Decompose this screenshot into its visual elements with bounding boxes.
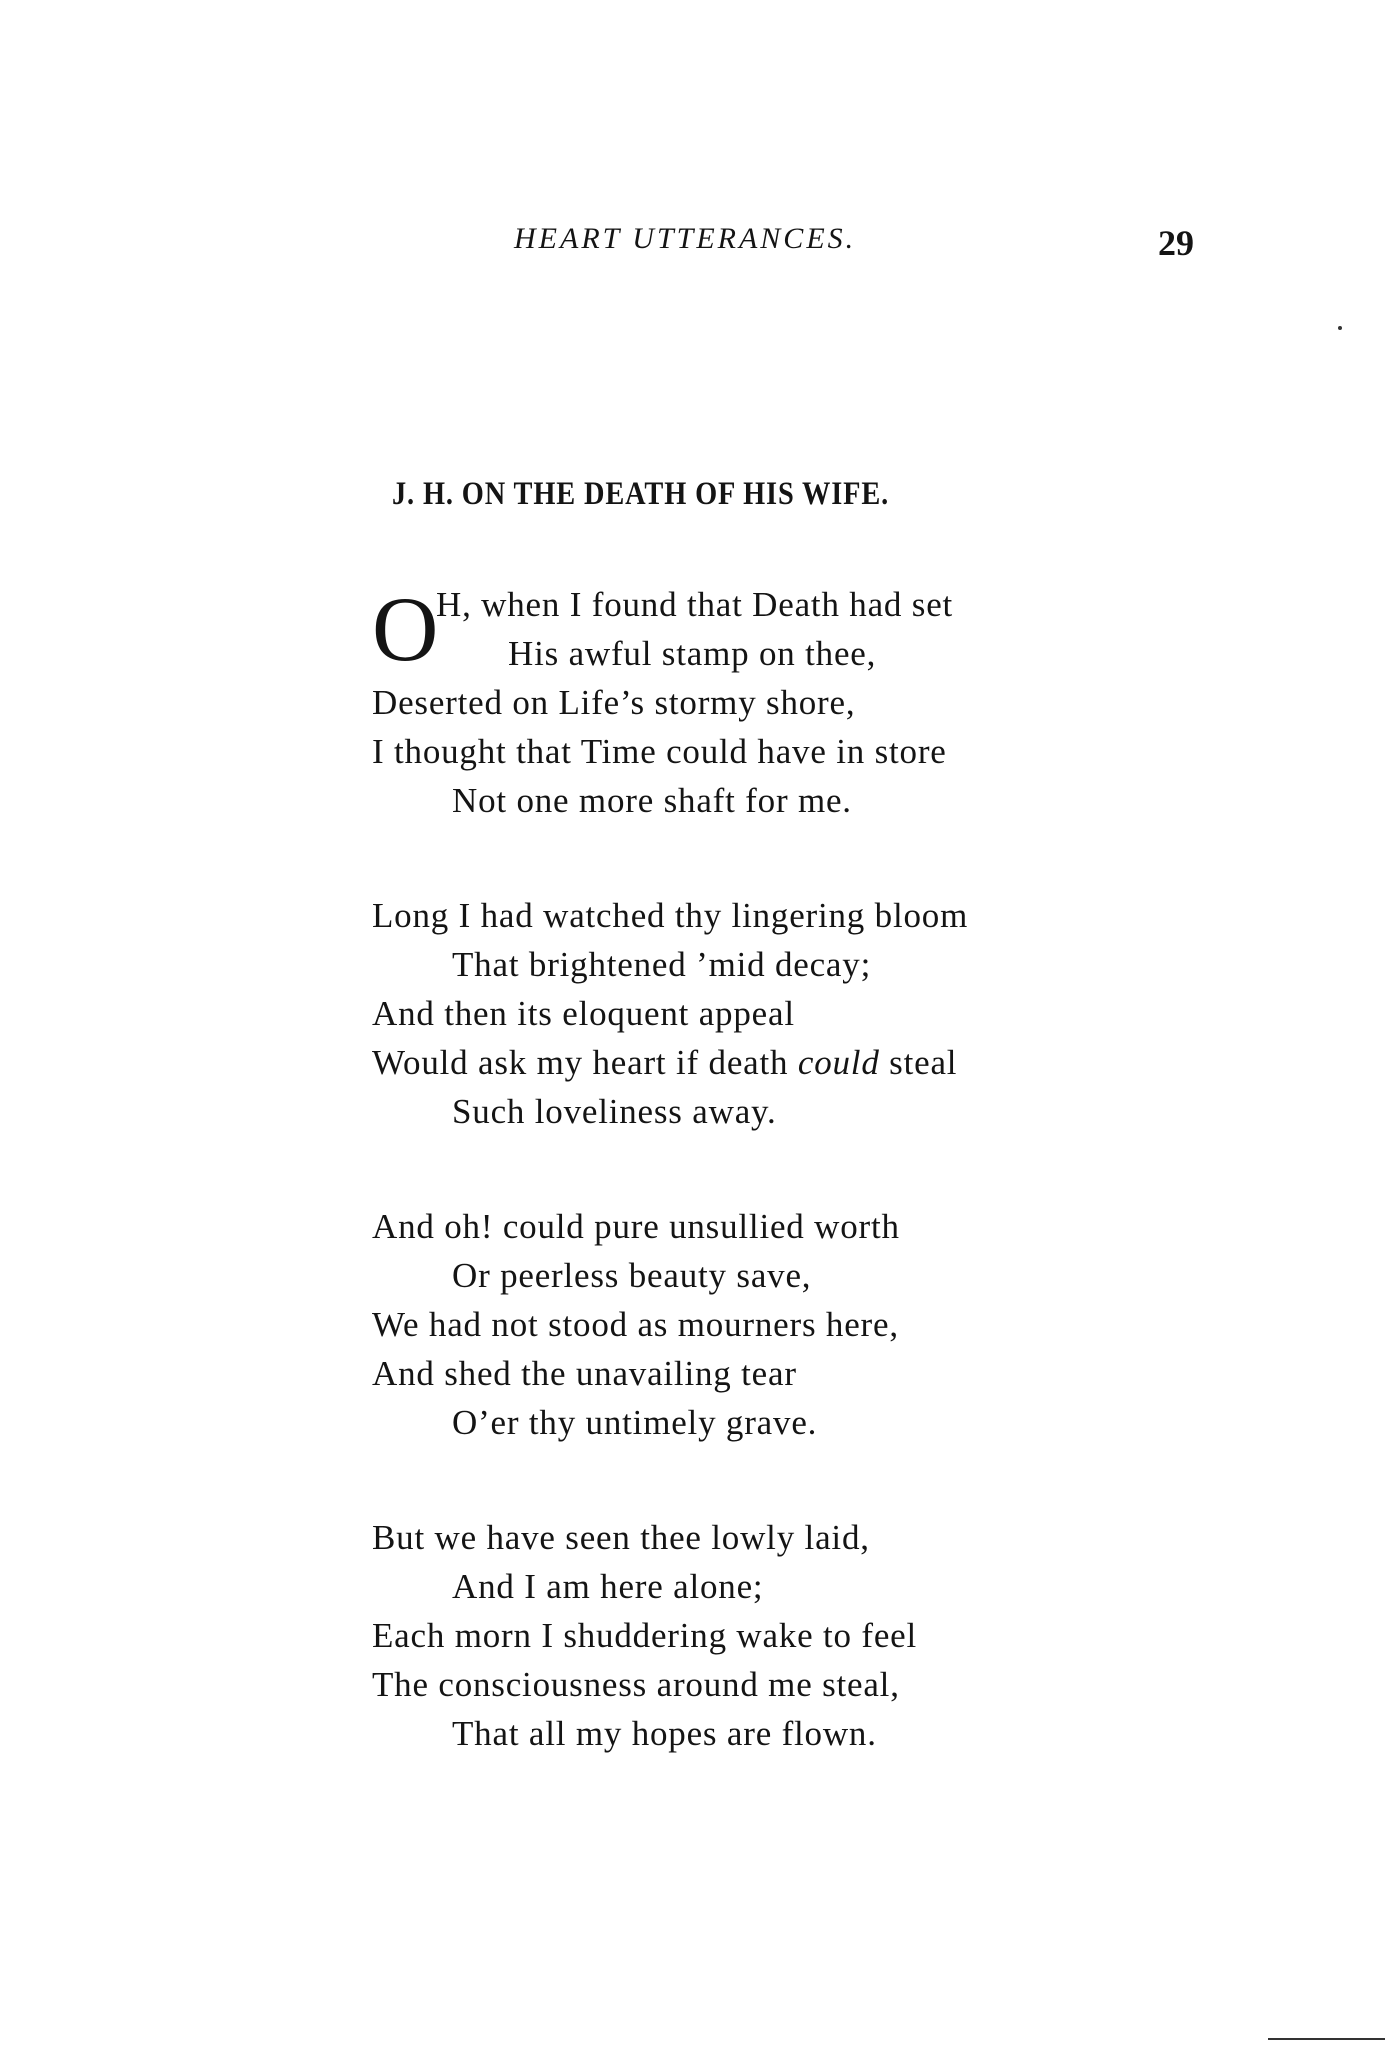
poem-line: But we have seen thee lowly laid, [372, 1518, 870, 1557]
poem-line-text: Would ask my heart if death [372, 1043, 798, 1082]
poem-line: I thought that Time could have in store [372, 732, 947, 771]
poem-line: Or peerless beauty save, [452, 1256, 812, 1295]
poem-line: And oh! could pure unsullied worth [372, 1207, 900, 1246]
poem-line: And I am here alone; [452, 1567, 764, 1606]
poem-line [372, 1038, 1172, 1087]
poem-line: That brightened ’mid decay; [452, 945, 872, 984]
poem-line: His awful stamp on thee, [508, 634, 877, 673]
stanza-1 [372, 580, 1172, 825]
poem-line: We had not stood as mourners here, [372, 1305, 899, 1344]
poem-body [372, 580, 1172, 1824]
poem-line: Not one more shaft for me. [452, 781, 852, 820]
poem-line: And then its eloquent appeal [372, 994, 795, 1033]
running-head [0, 222, 1385, 266]
poem-line-text: H, when I found that Death had set [436, 585, 954, 624]
poem-title: J. H. ON THE DEATH OF HIS WIFE. [392, 476, 890, 512]
poem-line: O’er thy untimely grave. [452, 1403, 818, 1442]
poem-line: The consciousness around me steal, [372, 1665, 900, 1704]
poem-line: Long I had watched thy lingering bloom [372, 896, 969, 935]
drop-cap: O [372, 578, 440, 680]
poem-line: Such loveliness away. [452, 1092, 777, 1131]
page-number: 29 [1158, 223, 1194, 263]
page-edge-rule [1268, 2038, 1385, 2040]
emphasized-word: could [797, 1043, 880, 1082]
stanza-3 [372, 1202, 1172, 1447]
poem-line: Each morn I shuddering wake to feel [372, 1616, 918, 1655]
poem-line: Deserted on Life’s stormy shore, [372, 683, 856, 722]
stanza-4 [372, 1513, 1172, 1758]
poem-line: That all my hopes are flown. [452, 1714, 877, 1753]
poem-line: And shed the unavailing tear [372, 1354, 797, 1393]
running-title: HEART UTTERANCES. [514, 222, 857, 255]
poem-line-text: steal [879, 1043, 958, 1082]
stanza-2 [372, 891, 1172, 1136]
ink-speck [1338, 326, 1342, 330]
